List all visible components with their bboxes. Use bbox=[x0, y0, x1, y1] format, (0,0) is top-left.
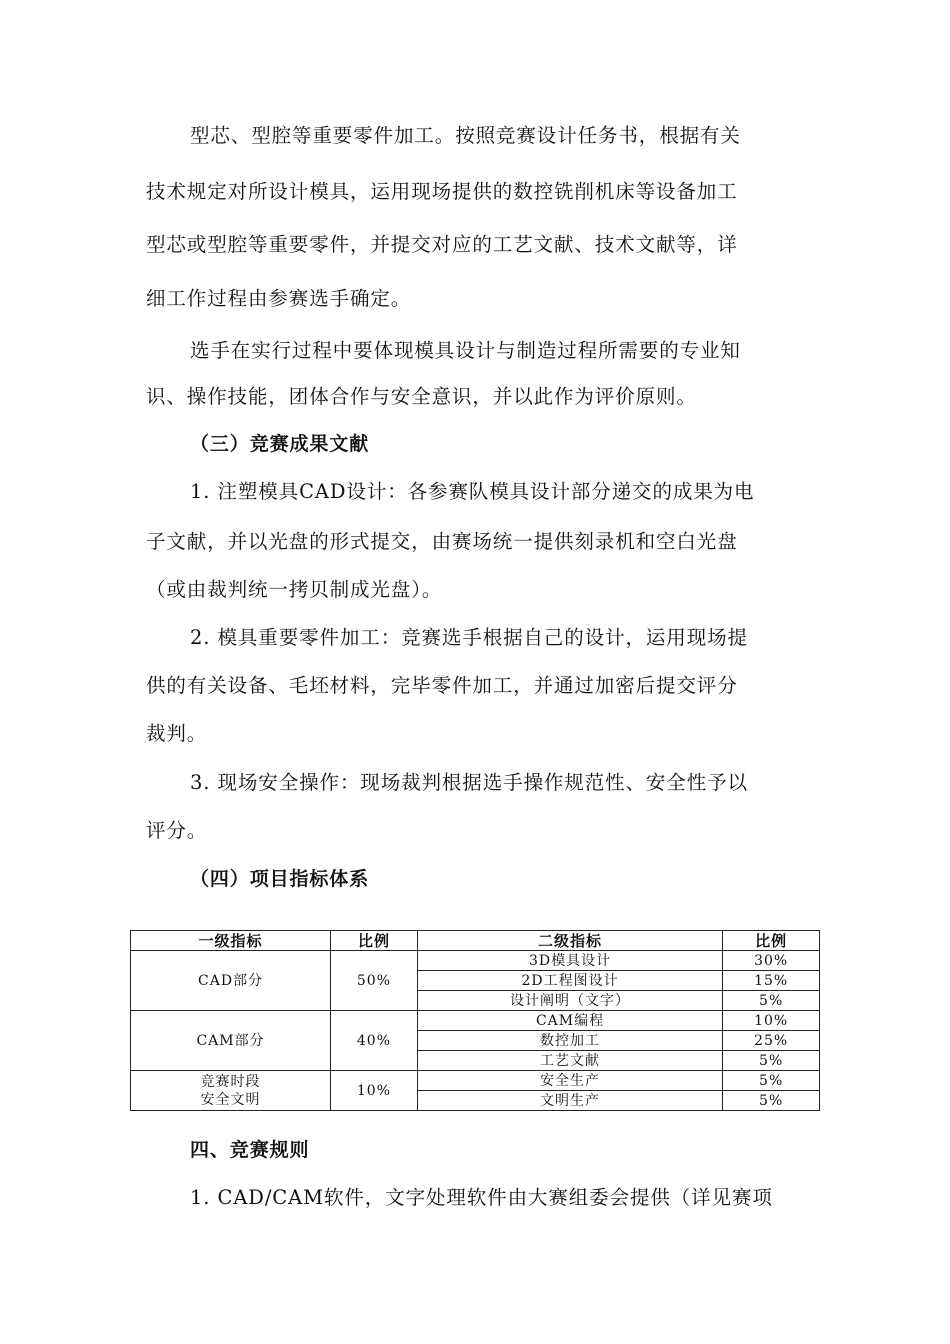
level1-ratio-cell: 10% bbox=[331, 1071, 418, 1111]
level2-cell: 3D模具设计 bbox=[417, 951, 723, 971]
level2-cell: 2D工程图设计 bbox=[417, 971, 723, 991]
level2-ratio-cell: 30% bbox=[723, 951, 820, 971]
level1-ratio-cell: 40% bbox=[331, 1011, 418, 1071]
header-level1: 一级指标 bbox=[131, 931, 331, 951]
level2-ratio-cell: 5% bbox=[723, 1051, 820, 1071]
level2-ratio-cell: 25% bbox=[723, 1031, 820, 1051]
level2-ratio-cell: 5% bbox=[723, 1071, 820, 1091]
indicator-table bbox=[130, 930, 820, 1111]
level1-cell bbox=[131, 1071, 331, 1111]
table-header-row bbox=[131, 931, 820, 951]
level2-cell: CAM编程 bbox=[417, 1011, 723, 1031]
header-ratio2: 比例 bbox=[723, 931, 820, 951]
result-item-line: （或由裁判统一拷贝制成光盘）。 bbox=[146, 578, 443, 601]
body-paragraph-line: 型芯或型腔等重要零件，并提交对应的工艺文献、技术文献等，详 bbox=[146, 233, 738, 256]
level2-cell: 文明生产 bbox=[417, 1091, 723, 1111]
level1-ratio-cell: 50% bbox=[331, 951, 418, 1011]
table-row bbox=[131, 1011, 820, 1031]
level2-cell: 设计阐明（文字） bbox=[417, 991, 723, 1011]
table-row bbox=[131, 951, 820, 971]
body-paragraph-line: 选手在实行过程中要体现模具设计与制造过程所需要的专业知 bbox=[190, 339, 741, 362]
body-paragraph-line: 型芯、型腔等重要零件加工。按照竞赛设计任务书，根据有关 bbox=[190, 124, 741, 147]
result-item-line: 1. 注塑模具CAD设计：各参赛队模具设计部分递交的成果为电 bbox=[190, 480, 755, 503]
level1-cell: CAM部分 bbox=[131, 1011, 331, 1071]
rules-line: 1. CAD/CAM软件，文字处理软件由大赛组委会提供（详见赛项 bbox=[190, 1186, 773, 1209]
level2-cell: 工艺文献 bbox=[417, 1051, 723, 1071]
level2-ratio-cell: 5% bbox=[723, 991, 820, 1011]
level2-cell: 安全生产 bbox=[417, 1071, 723, 1091]
header-ratio1: 比例 bbox=[331, 931, 418, 951]
body-paragraph-line: 细工作过程由参赛选手确定。 bbox=[146, 287, 412, 310]
body-paragraph-line: 技术规定对所设计模具，运用现场提供的数控铣削机床等设备加工 bbox=[146, 180, 738, 203]
result-item-line: 供的有关设备、毛坯材料，完毕零件加工，并通过加密后提交评分 bbox=[146, 674, 738, 697]
section-heading-rules: 四、竞赛规则 bbox=[190, 1139, 310, 1161]
header-level2: 二级指标 bbox=[417, 931, 723, 951]
table-row bbox=[131, 1071, 820, 1091]
level1-cell-line: 安全文明 bbox=[200, 1091, 261, 1108]
level1-cell: CAD部分 bbox=[131, 951, 331, 1011]
body-paragraph-line: 识、操作技能，团体合作与安全意识，并以此作为评价原则。 bbox=[146, 385, 697, 408]
level2-ratio-cell: 5% bbox=[723, 1091, 820, 1111]
result-item-line: 评分。 bbox=[146, 819, 208, 842]
result-item-line: 子文献，并以光盘的形式提交，由赛场统一提供刻录机和空白光盘 bbox=[146, 530, 738, 553]
level1-cell-line: 竞赛时段 bbox=[200, 1073, 261, 1090]
level2-cell: 数控加工 bbox=[417, 1031, 723, 1051]
section-heading-results: （三）竞赛成果文献 bbox=[190, 433, 370, 455]
section-heading-indicators: （四）项目指标体系 bbox=[190, 868, 370, 890]
result-item-line: 2. 模具重要零件加工：竞赛选手根据自己的设计，运用现场提 bbox=[190, 626, 748, 649]
result-item-line: 裁判。 bbox=[146, 722, 208, 745]
result-item-line: 3. 现场安全操作：现场裁判根据选手操作规范性、安全性予以 bbox=[190, 771, 748, 794]
level2-ratio-cell: 10% bbox=[723, 1011, 820, 1031]
level2-ratio-cell: 15% bbox=[723, 971, 820, 991]
